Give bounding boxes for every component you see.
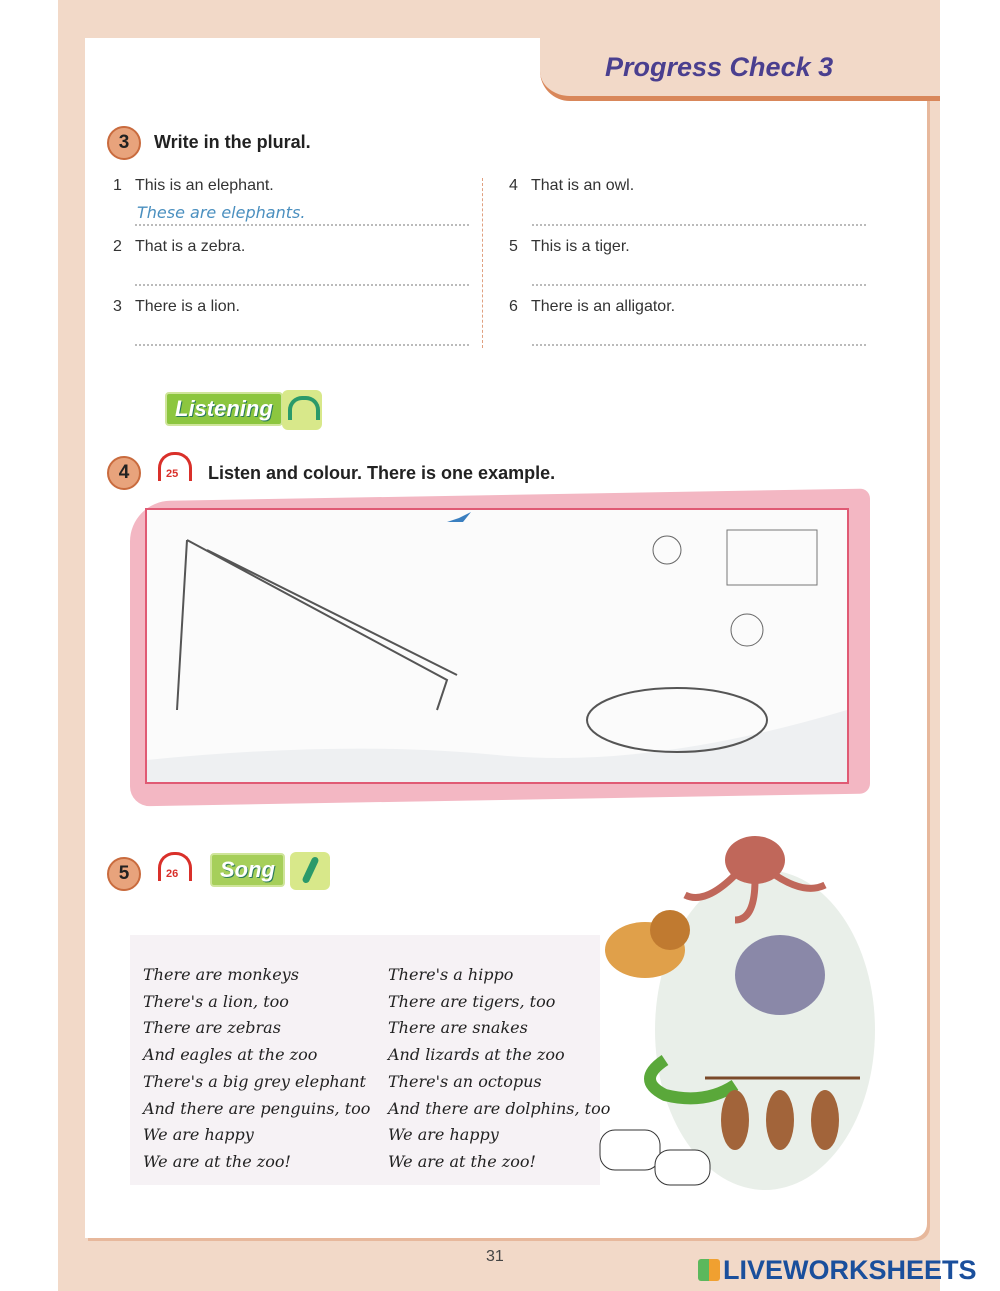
lyrics-right [388,962,610,1176]
answer-input-2[interactable] [135,260,469,286]
zoo-animals-illustration [585,810,875,1200]
item-number: 3 [113,298,122,315]
answer-input-3[interactable] [135,320,469,346]
lyric-line: There are zebras [143,1018,281,1038]
lyric-line: We are at the zoo! [143,1151,291,1171]
lyrics-left [143,962,370,1176]
track-number: 25 [166,468,179,480]
headphones-icon [282,390,322,430]
listening-badge: Listening [165,392,283,426]
audio-track-icon[interactable] [156,852,192,886]
item-prompt: That is an owl. [531,177,635,194]
lyric-line: We are happy [388,1125,499,1145]
item-prompt: This is a tiger. [531,238,630,255]
item-3 [113,298,240,316]
lyric-line: There are tigers, too [388,991,556,1011]
item-number: 4 [509,177,518,194]
answer-input-1[interactable] [135,200,469,226]
item-number: 2 [113,238,122,255]
answer-input-6[interactable] [532,320,866,346]
lyric-line: There's a hippo [388,965,514,984]
lyric-line: And there are penguins, too [143,1098,371,1118]
answer-input-5[interactable] [532,260,866,286]
item-number: 1 [113,177,122,194]
exercise-4-instruction: Listen and colour. There is one example. [208,463,556,483]
item-prompt: There is an alligator. [531,298,676,315]
lyric-line: And lizards at the zoo [388,1045,565,1065]
audio-track-icon[interactable] [156,452,192,486]
exercise-4-number: 4 [107,456,141,490]
track-number: 26 [166,868,179,880]
column-divider [482,178,483,348]
brand-text: LIVEWORKSHEETS [723,1255,977,1285]
lyric-line: And eagles at the zoo [143,1045,318,1065]
song-badge: Song [210,853,285,887]
lyric-line: We are happy [143,1125,254,1145]
item-6 [509,298,675,316]
item-number: 6 [509,298,518,315]
item-number: 5 [509,238,518,255]
exercise-5-number: 5 [107,857,141,891]
exercise-3-instruction: Write in the plural. [154,132,311,152]
lyric-line: And there are dolphins, too [388,1098,611,1118]
item-2 [113,238,245,256]
live-logo-icon [698,1259,720,1281]
beach-scene-illustration [147,510,847,782]
item-prompt: This is an elephant. [135,177,274,194]
lyric-line: There's a lion, too [143,991,289,1011]
lyric-line: There are monkeys [143,965,299,984]
lyric-line: There's a big grey elephant [143,1071,366,1091]
beach-colouring-picture[interactable] [145,508,849,784]
lyric-line: We are at the zoo! [388,1151,536,1171]
item-prompt: There is a lion. [135,298,240,315]
page-title: Progress Check 3 [605,52,834,82]
lyric-line: There's an octopus [388,1071,542,1091]
item-5 [509,238,630,256]
item-1 [113,177,274,195]
answer-input-4[interactable] [532,200,866,226]
item-4 [509,177,634,195]
item-prompt: That is a zebra. [135,238,246,255]
liveworksheets-logo [698,1255,977,1286]
lyric-line: There are snakes [388,1018,528,1038]
page-number: 31 [486,1248,504,1265]
exercise-3-number: 3 [107,126,141,160]
microphone-icon [290,852,330,890]
